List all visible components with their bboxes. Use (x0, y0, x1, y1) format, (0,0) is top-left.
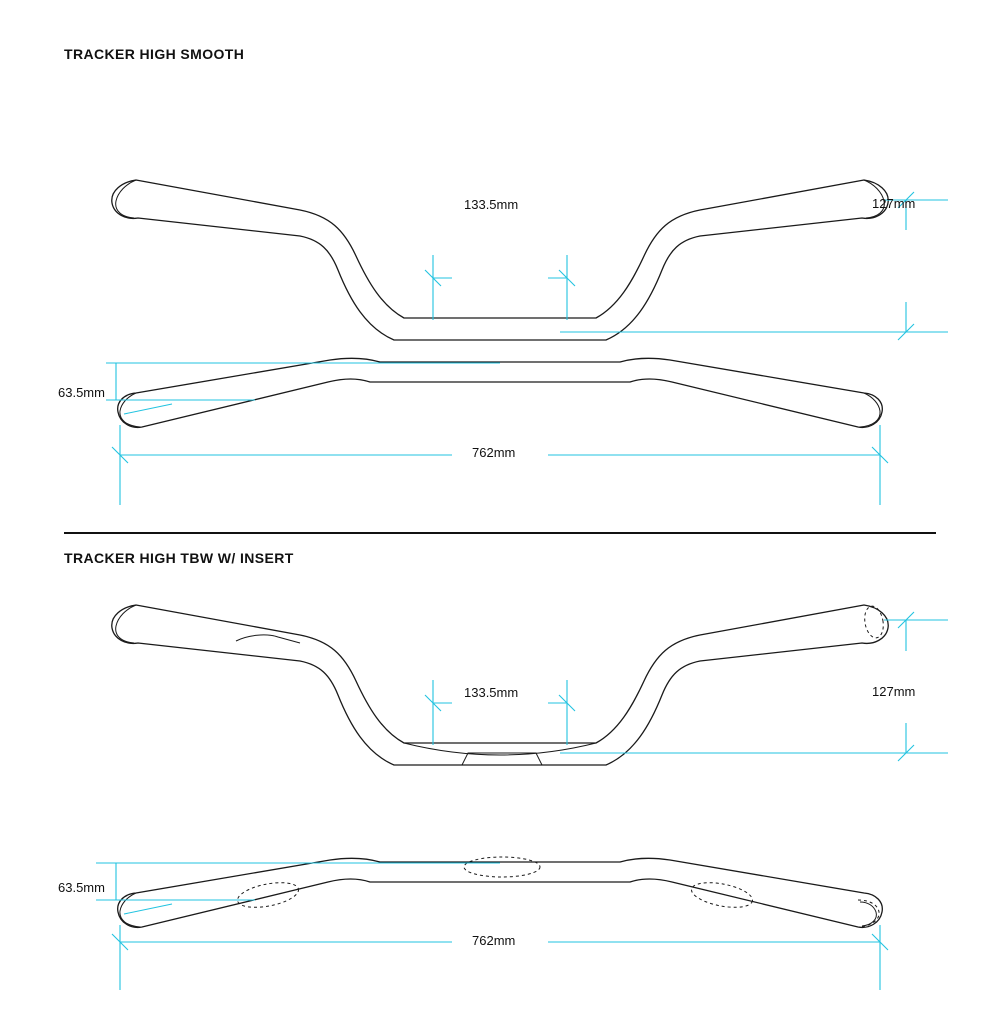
dim-label-center-width-1: 133.5mm (460, 197, 522, 212)
section-divider (64, 532, 936, 534)
dim-label-center-width-2: 133.5mm (460, 685, 522, 700)
top-view-tbw-drawing (0, 830, 1000, 1020)
dim-label-rise-height-1: 127mm (872, 196, 916, 211)
dim-label-pullback-2: 63.5mm (58, 880, 105, 895)
dim-label-overall-width-1: 762mm (468, 445, 519, 460)
top-view-smooth-drawing (0, 330, 1000, 540)
dim-label-pullback-1: 63.5mm (58, 385, 105, 400)
dim-label-overall-width-2: 762mm (468, 933, 519, 948)
dim-label-rise-height-2: 127mm (872, 684, 916, 699)
section-title-tracker-high-tbw: TRACKER HIGH TBW W/ INSERT (64, 550, 294, 566)
section-title-tracker-high-smooth: TRACKER HIGH SMOOTH (64, 46, 245, 62)
